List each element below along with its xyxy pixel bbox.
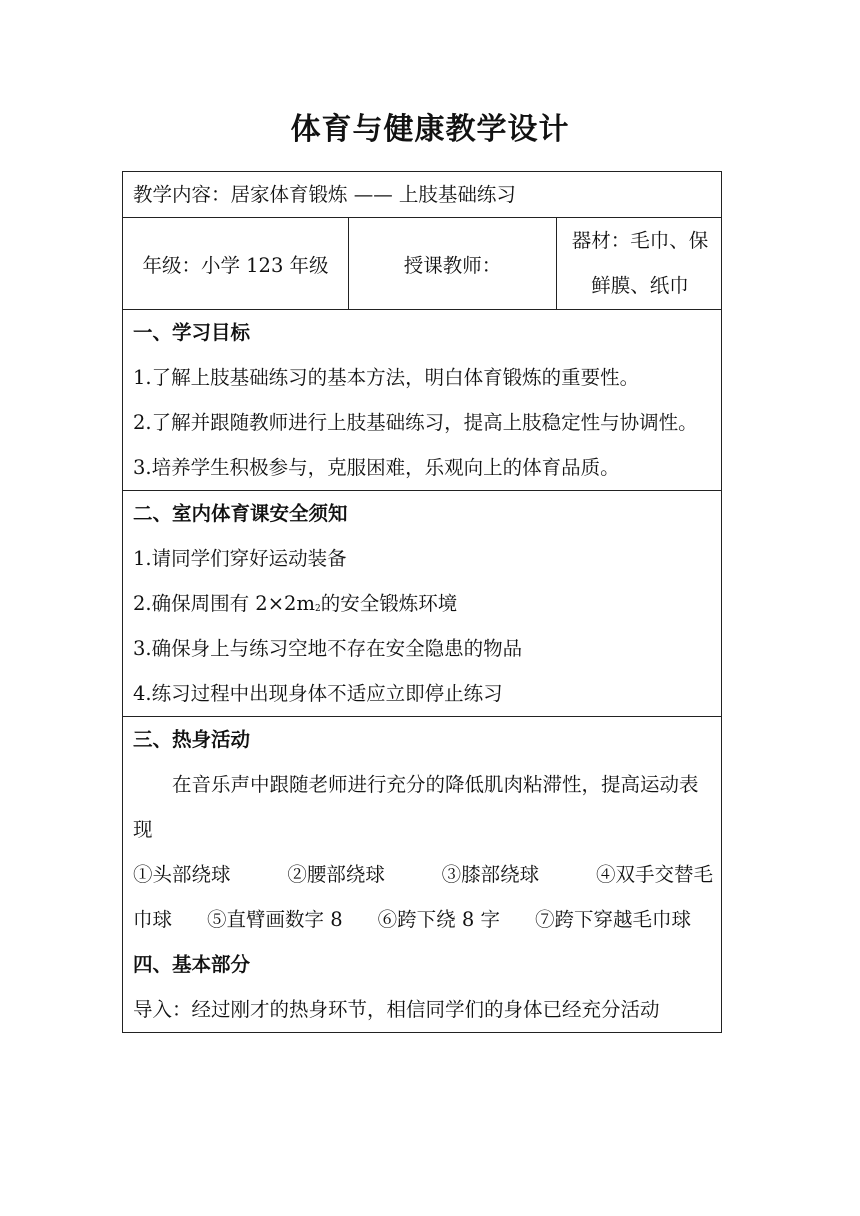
- teaching-content: 教学内容：居家体育锻炼 —— 上肢基础练习: [133, 183, 516, 206]
- superscript-square: 2: [314, 604, 321, 614]
- grade-cell: 年级：小学 123 年级: [123, 218, 349, 309]
- warmup-item: ③膝部绕球: [441, 863, 540, 886]
- safety-heading: 二、室内体育课安全须知: [133, 502, 348, 525]
- warmup-items-row: [123, 897, 721, 942]
- warmup-item: ⑤直臂画数字 8: [207, 908, 343, 931]
- goals-heading: 一、学习目标: [133, 321, 251, 344]
- warmup-intro: 在音乐声中跟随老师进行充分的降低肌肉粘滞性，提高运动表现: [133, 773, 699, 841]
- lesson-plan-table: [122, 171, 722, 1033]
- warmup-item: ①头部绕球: [133, 863, 231, 886]
- safety-item-text: 的安全锻炼环境: [320, 592, 458, 615]
- warmup-items-row: [123, 852, 721, 897]
- safety-item: [123, 581, 721, 626]
- safety-section: [123, 491, 721, 717]
- safety-item-text: 2.确保周围有 2×2m: [133, 592, 315, 615]
- warmup-item: ②腰部绕球: [287, 863, 385, 886]
- safety-item: 4.练习过程中出现身体不适应立即停止练习: [133, 682, 503, 705]
- teacher-cell: 授课教师：: [349, 218, 557, 309]
- warmup-item: ⑥跨下绕 8 字: [377, 908, 500, 931]
- main-intro: 导入：经过刚才的热身环节，相信同学们的身体已经充分活动: [133, 998, 660, 1021]
- content-row: [123, 172, 721, 218]
- goal-item: 2.了解并跟随教师进行上肢基础练习，提高上肢稳定性与协调性。: [133, 411, 698, 434]
- equipment-cell: 器材：毛巾、保鲜膜、纸巾: [571, 229, 709, 297]
- warmup-item: ④双手交替毛: [595, 863, 713, 886]
- goals-section: [123, 310, 721, 491]
- info-row: [123, 218, 721, 310]
- warmup-heading: 三、热身活动: [133, 728, 251, 751]
- warmup-item: ⑦跨下穿越毛巾球: [534, 908, 691, 931]
- warmup-section: [123, 717, 721, 1032]
- safety-item: 1.请同学们穿好运动装备: [133, 547, 347, 570]
- warmup-item: 巾球: [133, 908, 173, 931]
- goal-item: 3.培养学生积极参与，克服困难，乐观向上的体育品质。: [133, 456, 620, 479]
- goal-item: 1.了解上肢基础练习的基本方法，明白体育锻炼的重要性。: [133, 366, 640, 389]
- document-title: 体育与健康教学设计: [290, 112, 570, 147]
- main-heading: 四、基本部分: [133, 953, 251, 976]
- safety-item: 3.确保身上与练习空地不存在安全隐患的物品: [133, 637, 523, 660]
